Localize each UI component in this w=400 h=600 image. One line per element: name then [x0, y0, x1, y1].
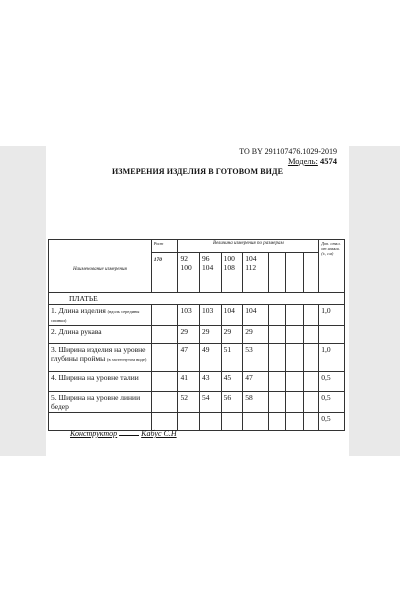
row-label: 5. Ширина на уровне линии бедер: [49, 392, 152, 413]
table-cell: 43: [200, 372, 222, 392]
table-cell: 104: [243, 305, 269, 326]
table-cell: 103: [178, 305, 200, 326]
header-name: Наименование измерения: [49, 240, 152, 293]
empty-cell: [151, 344, 178, 372]
empty-cell: [303, 305, 318, 326]
empty-cell: [286, 413, 303, 431]
empty-cell: [286, 392, 303, 413]
empty-cell: [268, 326, 285, 344]
empty-cell: [268, 413, 285, 431]
table-cell: 29: [200, 326, 222, 344]
empty-cell: [151, 326, 178, 344]
table-row: [49, 326, 345, 344]
signature-label: Конструктор: [70, 429, 118, 438]
table-row: [49, 413, 345, 431]
table-cell: 47: [178, 344, 200, 372]
empty-cell: [286, 253, 303, 293]
table-row: [49, 344, 345, 372]
table-cell: [200, 413, 222, 431]
signature-underline: [119, 435, 139, 436]
empty-cell: [268, 305, 285, 326]
header-values-label: Величина измерения по размерам: [178, 240, 319, 253]
empty-cell: [268, 372, 285, 392]
table-cell: [178, 413, 200, 431]
size-col-2: 96 104: [200, 253, 222, 293]
empty-cell: [151, 372, 178, 392]
tolerance-cell: 1,0: [319, 344, 345, 372]
model-line: [288, 156, 337, 166]
empty-cell: [268, 344, 285, 372]
row-label: 3. Ширина изделия на уровне глубины проймы (в застегнутом виде): [49, 344, 152, 372]
header-height-label: Рост: [151, 240, 178, 253]
empty-cell: [303, 253, 318, 293]
document-sheet: [46, 146, 349, 456]
empty-cell: [303, 326, 318, 344]
signature-name: Кабус С.Н: [141, 429, 177, 438]
table-row: [49, 392, 345, 413]
table-cell: [221, 413, 243, 431]
table-cell: 54: [200, 392, 222, 413]
row-label: 4. Ширина на уровне талии: [49, 372, 152, 392]
tolerance-cell: 1,0: [319, 305, 345, 326]
empty-cell: [286, 326, 303, 344]
table-cell: 104: [221, 305, 243, 326]
empty-cell: [303, 372, 318, 392]
table-cell: 58: [243, 392, 269, 413]
size-col-4: 104 112: [243, 253, 269, 293]
table-row: [49, 305, 345, 326]
table-cell: [243, 413, 269, 431]
empty-cell: [151, 305, 178, 326]
empty-cell: [303, 392, 318, 413]
table-cell: 103: [200, 305, 222, 326]
table-cell: 56: [221, 392, 243, 413]
table-cell: 29: [178, 326, 200, 344]
empty-cell: [286, 305, 303, 326]
table-cell: 45: [221, 372, 243, 392]
tolerance-cell: [319, 326, 345, 344]
measurements-table: [48, 239, 345, 431]
model-label: Модель:: [287, 156, 318, 166]
empty-cell: [286, 344, 303, 372]
model-number: 4574: [320, 156, 337, 166]
table-cell: 47: [243, 372, 269, 392]
size-col-3: 100 108: [221, 253, 243, 293]
empty-cell: [268, 253, 285, 293]
document-number: ТО BY 291107476.1029-2019: [239, 147, 337, 156]
table-cell: 41: [178, 372, 200, 392]
document-title: ИЗМЕРЕНИЯ ИЗДЕЛИЯ В ГОТОВОМ ВИДЕ: [111, 167, 284, 176]
row-label: [49, 413, 152, 431]
tolerance-cell: 0,5: [319, 392, 345, 413]
size-col-1: 92 100: [178, 253, 200, 293]
table-cell: 49: [200, 344, 222, 372]
table-cell: 51: [221, 344, 243, 372]
empty-cell: [286, 372, 303, 392]
table-cell: 29: [221, 326, 243, 344]
empty-cell: [151, 392, 178, 413]
table-cell: 53: [243, 344, 269, 372]
header-tolerance: Доп. откл. от номин. (±, см): [319, 240, 345, 293]
empty-cell: [303, 413, 318, 431]
row-label: 1. Длина изделия (вдоль середины спинки): [49, 305, 152, 326]
tolerance-cell: 0,5: [319, 413, 345, 431]
table-cell: 29: [243, 326, 269, 344]
header-height-value: 170: [151, 253, 178, 293]
row-label: 2. Длина рукава: [49, 326, 152, 344]
empty-cell: [268, 392, 285, 413]
signature-line: [70, 429, 177, 438]
section-title: ПЛАТЬЕ: [49, 293, 345, 305]
empty-cell: [303, 344, 318, 372]
empty-cell: [151, 413, 178, 431]
tolerance-cell: 0,5: [319, 372, 345, 392]
table-row: [49, 372, 345, 392]
table-cell: 52: [178, 392, 200, 413]
